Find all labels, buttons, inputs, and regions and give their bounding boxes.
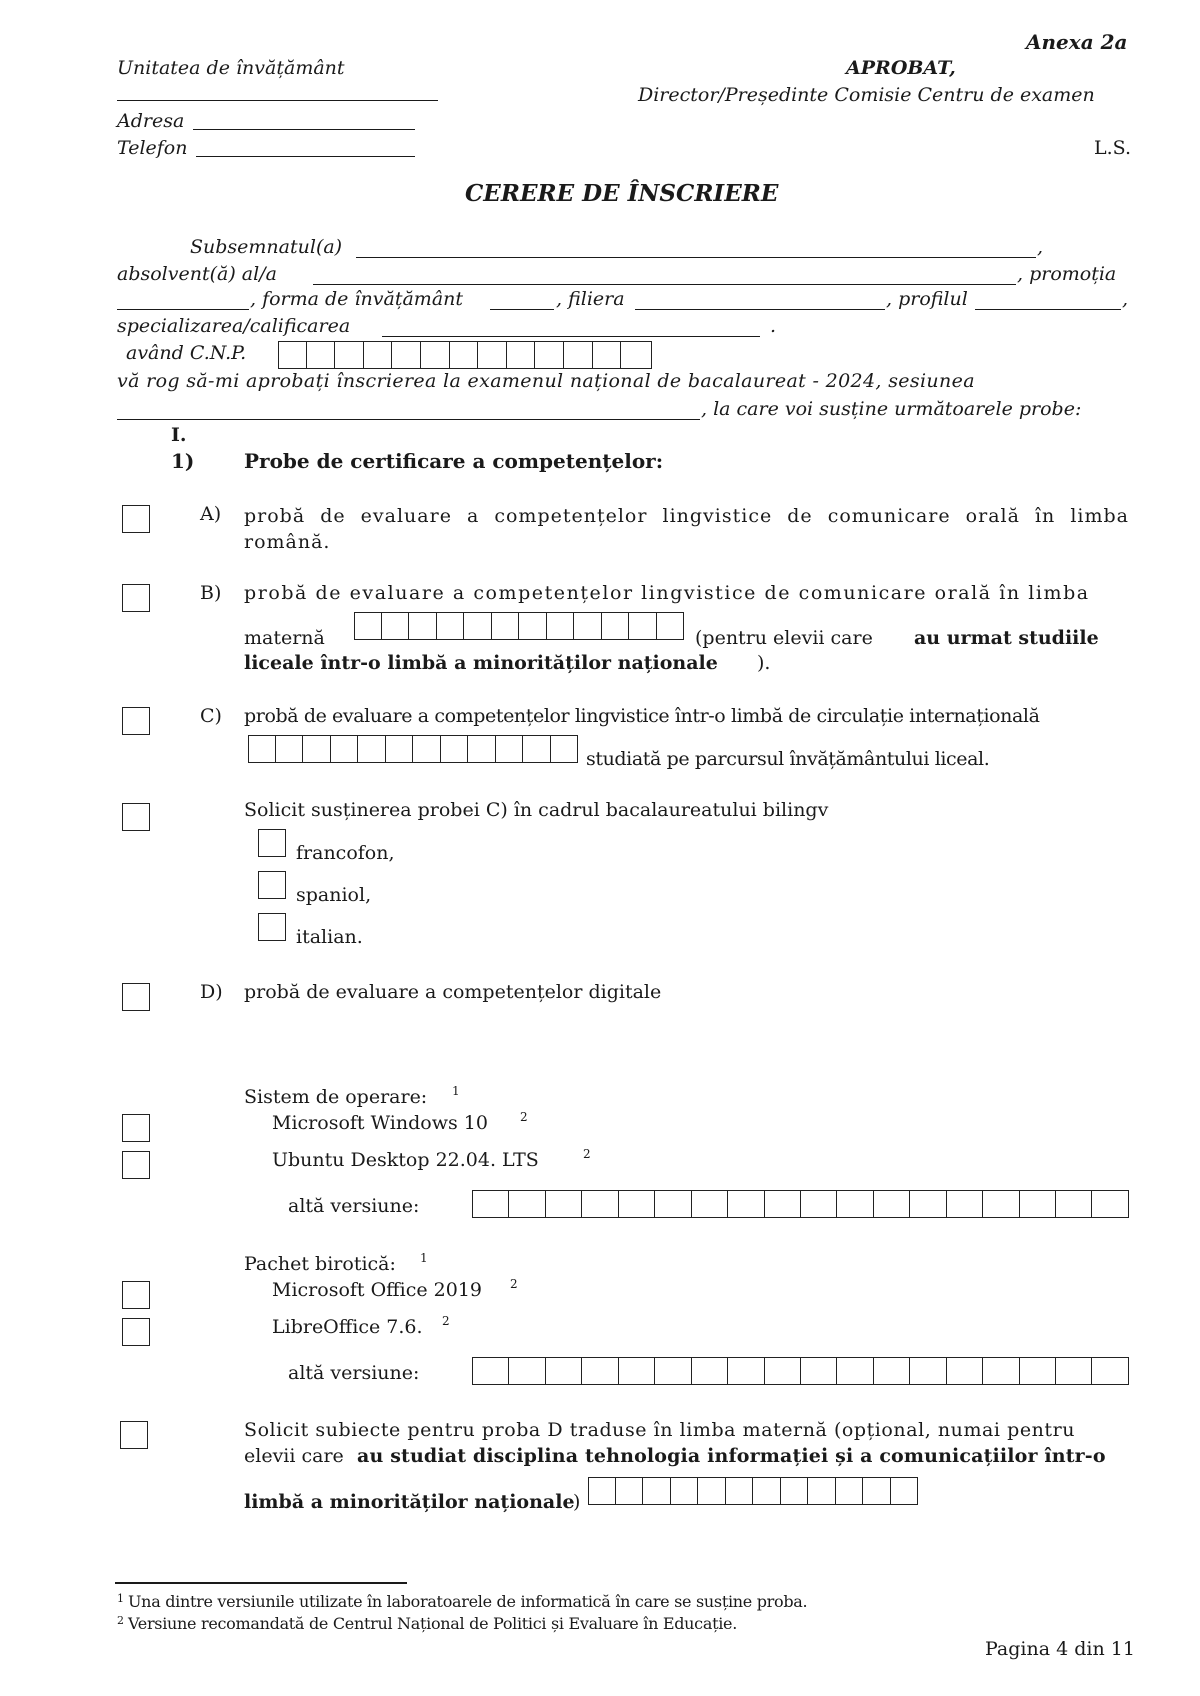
school-unit-label: Unitatea de învățământ [117, 57, 345, 79]
item-b-text-1: probă de evaluare a competențelor lingvistice de comunicare orală în limba [244, 582, 1090, 604]
comma-2: , [1122, 288, 1129, 310]
checkbox-bilingual[interactable] [122, 803, 150, 831]
bilingual-text: Solicit susținerea probei C) în cadrul bacalaureatului bilingv [244, 799, 829, 821]
phone-field[interactable] [196, 156, 415, 157]
comma: , [1037, 236, 1044, 258]
checkbox-proba-b[interactable] [122, 584, 150, 612]
os-footnote-ref: 1 [452, 1084, 460, 1098]
os-label: Sistem de operare: [244, 1086, 428, 1108]
cnp-label: având C.N.P. [126, 342, 247, 364]
item-d-text: probă de evaluare a competențelor digitale [244, 981, 662, 1003]
item-c-text-1: probă de evaluare a competențelor lingvistice într-o limbă de circulație internațională [244, 705, 1040, 727]
ls-label: L.S. [1094, 137, 1132, 159]
form-field[interactable] [490, 309, 554, 310]
office-footnote-ref: 1 [420, 1251, 428, 1265]
approved-label: APROBAT, [846, 57, 956, 79]
item-d-label: D) [200, 981, 223, 1003]
profile-field[interactable] [975, 309, 1121, 310]
form-label: , forma de învățământ [250, 288, 464, 310]
foreign-language-input[interactable] [248, 735, 578, 763]
spaniol-label: spaniol, [296, 884, 372, 906]
item-b-bold-2: liceale într-o limbă a minorităților naționale [244, 652, 718, 674]
checkbox-windows[interactable] [122, 1114, 150, 1142]
translate-bold-2: limbă a minorităților naționale [244, 1491, 575, 1513]
checkbox-proba-c[interactable] [122, 707, 150, 735]
office-other-label: altă versiune: [288, 1362, 420, 1384]
mother-tongue-input[interactable] [354, 612, 684, 640]
francofon-label: francofon, [296, 842, 395, 864]
class-year-label: , promoția [1017, 263, 1117, 285]
checkbox-ubuntu[interactable] [122, 1151, 150, 1179]
director-label: Director/Președinte Comisie Centru de examen [638, 84, 1095, 106]
ubuntu-footnote-ref: 2 [583, 1147, 591, 1161]
item-b-end: ). [757, 652, 771, 674]
item-a-text: probă de evaluare a competențelor lingvistice de comunicare orală în limba română. [244, 505, 1129, 553]
address-label: Adresa [117, 110, 185, 132]
track-label: , filiera [556, 288, 625, 310]
checkbox-ms-office[interactable] [122, 1281, 150, 1309]
period: . [770, 315, 777, 337]
translate-end: ) [573, 1491, 581, 1513]
os-other-input[interactable] [472, 1190, 1129, 1218]
windows-footnote-ref: 2 [520, 1110, 528, 1124]
footnote-2-number: 2 [117, 1614, 124, 1627]
item-b-bold-1: au urmat studiile [914, 627, 1099, 649]
checkbox-spaniol[interactable] [258, 871, 286, 899]
class-year-field[interactable] [117, 309, 249, 310]
annex-label: Anexa 2a [1026, 30, 1128, 54]
footnote-2-text: Versiune recomandată de Centrul Național de Politici și Evaluare în Educație. [128, 1614, 737, 1633]
page-title: CERERE DE ÎNSCRIERE [465, 180, 779, 207]
specialization-label: specializarea/calificarea [117, 315, 351, 337]
libreoffice-label: LibreOffice 7.6. [272, 1316, 423, 1338]
request-text: vă rog să-mi aprobați înscrierea la examenul național de bacalaureat - 2024, sesiunea [117, 370, 975, 392]
libreoffice-footnote-ref: 2 [442, 1314, 450, 1328]
footnote-1-text: Una dintre versiunile utilizate în laboratoarele de informatică în care se susține proba. [128, 1592, 808, 1611]
item-a-label: A) [200, 503, 222, 525]
checkbox-francofon[interactable] [258, 829, 286, 857]
school-unit-field[interactable] [117, 100, 438, 101]
section-heading: Probe de certificare a competențelor: [244, 449, 664, 473]
name-field[interactable] [356, 257, 1036, 258]
office-other-input[interactable] [472, 1357, 1129, 1385]
item-b-text-3: (pentru elevii care [695, 627, 873, 649]
specialization-field[interactable] [382, 336, 760, 337]
checkbox-italian[interactable] [258, 913, 286, 941]
windows-label: Microsoft Windows 10 [272, 1112, 488, 1134]
translate-bold-1: au studiat disciplina tehnologia informației și a comunicațiilor într-o [357, 1445, 1106, 1467]
translate-language-input[interactable] [588, 1477, 918, 1505]
os-other-label: altă versiune: [288, 1195, 420, 1217]
track-field[interactable] [635, 309, 885, 310]
section-number: 1) [171, 449, 195, 473]
translate-text-1: Solicit subiecte pentru proba D traduse în limba maternă (opțional, numai pentru [244, 1419, 1076, 1441]
item-c-label: C) [200, 705, 222, 727]
item-b-text-2: maternă [244, 627, 325, 649]
undersigned-label: Subsemnatul(a) [190, 236, 343, 258]
page-number: Pagina 4 din 11 [985, 1638, 1135, 1660]
school-field[interactable] [313, 284, 1016, 285]
profile-label: , profilul [886, 288, 968, 310]
checkbox-libreoffice[interactable] [122, 1318, 150, 1346]
section-roman: I. [171, 424, 187, 446]
address-field[interactable] [193, 129, 415, 130]
cnp-input[interactable] [278, 341, 652, 369]
ms-office-footnote-ref: 2 [510, 1277, 518, 1291]
tests-intro-text: , la care voi susține următoarele probe: [701, 398, 1082, 420]
phone-label: Telefon [117, 137, 188, 159]
translate-text-2: elevii care [244, 1445, 344, 1467]
item-c-text-2: studiată pe parcursul învățământului liceal. [586, 748, 990, 770]
checkbox-proba-d[interactable] [122, 983, 150, 1011]
graduate-label: absolvent(ă) al/a [117, 263, 277, 285]
footnote-separator [115, 1582, 407, 1584]
ubuntu-label: Ubuntu Desktop 22.04. LTS [272, 1149, 539, 1171]
office-label: Pachet birotică: [244, 1253, 396, 1275]
checkbox-proba-a[interactable] [122, 505, 150, 533]
session-field[interactable] [117, 419, 700, 420]
checkbox-translate[interactable] [120, 1421, 148, 1449]
italian-label: italian. [296, 926, 363, 948]
ms-office-label: Microsoft Office 2019 [272, 1279, 483, 1301]
footnote-1-number: 1 [117, 1592, 124, 1605]
item-b-label: B) [200, 582, 222, 604]
